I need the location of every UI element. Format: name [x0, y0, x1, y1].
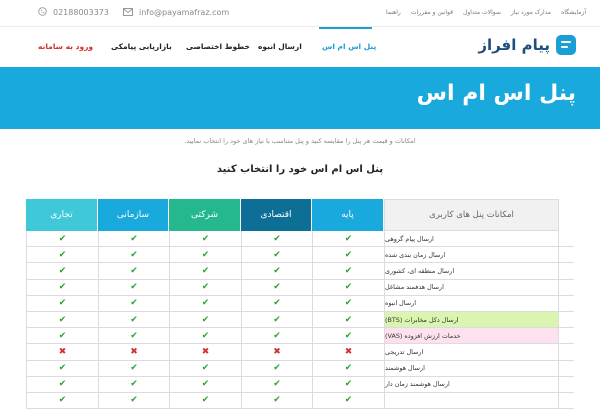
checkmark-icon: ✔ [58, 314, 67, 325]
feature-label: ارسال دکل مخابرات (BTS) [384, 312, 559, 327]
checkmark-icon: ✔ [201, 298, 210, 309]
top-link-documents[interactable]: مدارک مورد نیاز [510, 9, 552, 16]
checkmark-icon: ✔ [58, 233, 67, 244]
checkmark-icon: ✔ [201, 314, 210, 325]
nav-item-sms-marketing[interactable]: بازاریابی پیامکی [111, 42, 172, 51]
check-icon [169, 393, 241, 408]
table-row [26, 263, 574, 279]
checkmark-icon: ✔ [344, 282, 353, 293]
table-row [26, 280, 574, 296]
checkmark-icon: ✔ [58, 379, 67, 390]
feature-label [384, 393, 559, 408]
cross-icon [169, 344, 241, 359]
check-icon [26, 247, 98, 262]
checkmark-icon: ✔ [58, 298, 67, 309]
checkmark-icon: ✔ [273, 233, 281, 244]
checkmark-icon: ✔ [130, 330, 138, 341]
nav-item-sms-panel[interactable]: پنل اس ام اس [322, 42, 377, 51]
cross-icon [26, 344, 98, 359]
email-icon [123, 8, 133, 18]
check-icon [26, 361, 98, 376]
checkmark-icon: ✔ [344, 379, 353, 390]
table-row [26, 296, 574, 312]
top-link-faq[interactable]: سوالات متداول [463, 9, 501, 16]
table-row [26, 344, 574, 360]
checkmark-icon: ✔ [201, 282, 210, 293]
check-icon [241, 328, 312, 343]
checkmark-icon: ✔ [58, 330, 67, 341]
check-icon [241, 361, 312, 376]
check-icon [169, 231, 241, 246]
checkmark-icon: ✔ [201, 379, 210, 390]
x-mark-icon: ✖ [344, 346, 353, 357]
feature-label: ارسال هوشمند زمان دار [384, 377, 559, 392]
nav-item-bulk-send[interactable]: ارسال انبوه [258, 42, 302, 51]
checkmark-icon: ✔ [201, 249, 210, 260]
feature-label: ارسال هوشمند [384, 361, 559, 376]
checkmark-icon: ✔ [273, 363, 281, 374]
nav-active-indicator [319, 27, 372, 29]
checkmark-icon: ✔ [130, 233, 138, 244]
check-icon [241, 312, 312, 327]
check-icon [312, 393, 384, 408]
checkmark-icon: ✔ [130, 265, 138, 276]
check-icon [26, 377, 98, 392]
checkmark-icon: ✔ [201, 233, 210, 244]
checkmark-icon: ✔ [344, 249, 353, 260]
check-icon [26, 393, 98, 408]
check-icon [26, 312, 98, 327]
check-icon [169, 247, 241, 262]
feature-label: ارسال تدریجی [384, 344, 559, 359]
checkmark-icon: ✔ [344, 363, 353, 374]
table-row [26, 393, 574, 409]
check-icon [312, 247, 384, 262]
check-icon [98, 328, 169, 343]
checkmark-icon: ✔ [201, 363, 210, 374]
check-icon [98, 247, 169, 262]
checkmark-icon: ✔ [344, 314, 353, 325]
check-icon [312, 231, 384, 246]
check-icon [26, 296, 98, 311]
checkmark-icon: ✔ [58, 265, 67, 276]
checkmark-icon: ✔ [201, 265, 210, 276]
checkmark-icon: ✔ [273, 395, 281, 406]
check-icon [241, 296, 312, 311]
checkmark-icon: ✔ [201, 330, 210, 341]
feature-label: خدمات ارزش افزوده (VAS) [384, 328, 559, 343]
check-icon [98, 231, 169, 246]
x-mark-icon: ✖ [201, 346, 210, 357]
check-icon [26, 280, 98, 295]
checkmark-icon: ✔ [344, 330, 353, 341]
check-icon [169, 312, 241, 327]
checkmark-icon: ✔ [58, 249, 67, 260]
check-icon [241, 377, 312, 392]
check-icon [169, 361, 241, 376]
top-bar [0, 0, 600, 27]
check-icon [312, 263, 384, 278]
check-icon [98, 377, 169, 392]
check-icon [98, 393, 169, 408]
plans-comparison-table [26, 199, 574, 409]
logo-text: پیام افراز [478, 36, 550, 54]
checkmark-icon: ✔ [201, 395, 210, 406]
check-icon [98, 263, 169, 278]
checkmark-icon: ✔ [344, 233, 353, 244]
table-row [26, 312, 574, 328]
table-row [26, 247, 574, 263]
table-row [26, 231, 574, 247]
plan-header-commercial[interactable]: تجاری [26, 199, 98, 231]
check-icon [98, 361, 169, 376]
checkmark-icon: ✔ [130, 249, 138, 260]
check-icon [312, 361, 384, 376]
x-mark-icon: ✖ [58, 346, 67, 357]
plan-header-organizational[interactable]: سازمانی [98, 199, 169, 231]
table-row [26, 328, 574, 344]
contact-info [38, 7, 243, 18]
phone-icon [38, 7, 47, 18]
table-body [26, 231, 574, 409]
checkmark-icon: ✔ [58, 363, 67, 374]
check-icon [169, 328, 241, 343]
feature-label: ارسال هدفمند مشاغل [384, 280, 559, 295]
section-heading: پنل اس ام اس خود را انتخاب کنید [216, 164, 384, 175]
check-icon [312, 296, 384, 311]
top-link-lab[interactable]: آزمایشگاه [561, 9, 586, 16]
plan-header-corporate[interactable]: شرکتی [169, 199, 241, 231]
checkmark-icon: ✔ [130, 363, 138, 374]
check-icon [26, 231, 98, 246]
x-mark-icon: ✖ [273, 346, 281, 357]
feature-label: ارسال زمان بندی شده [384, 247, 559, 262]
cross-icon [312, 344, 384, 359]
intro-text: امکانات و قیمت هر پنل را مقایسه کنید و پنل متناسب با نیاز های خود را انتخاب نمایید. [184, 137, 416, 145]
check-icon [312, 312, 384, 327]
check-icon [98, 312, 169, 327]
page-banner [0, 67, 600, 129]
email-address[interactable]: info@payamafraz.com [139, 8, 230, 17]
check-icon [26, 263, 98, 278]
checkmark-icon: ✔ [344, 395, 353, 406]
checkmark-icon: ✔ [344, 265, 353, 276]
check-icon [312, 377, 384, 392]
table-row [26, 377, 574, 393]
checkmark-icon: ✔ [130, 379, 138, 390]
top-link-guide[interactable]: راهنما [385, 9, 401, 16]
checkmark-icon: ✔ [273, 314, 281, 325]
check-icon [241, 247, 312, 262]
checkmark-icon: ✔ [273, 282, 281, 293]
features-header: امکانات پنل های کاربری [384, 199, 559, 231]
check-icon [169, 280, 241, 295]
check-icon [169, 263, 241, 278]
check-icon [241, 231, 312, 246]
feature-label: ارسال پیام گروهی [384, 231, 559, 246]
nav-item-login[interactable]: ورود به سامانه [38, 42, 94, 51]
checkmark-icon: ✔ [130, 395, 138, 406]
check-icon [98, 280, 169, 295]
checkmark-icon: ✔ [58, 282, 67, 293]
check-icon [241, 280, 312, 295]
checkmark-icon: ✔ [273, 249, 281, 260]
top-links [376, 9, 586, 16]
cross-icon [98, 344, 169, 359]
header [0, 27, 600, 67]
check-icon [26, 328, 98, 343]
phone-number[interactable]: 02188003373 [53, 8, 109, 17]
checkmark-icon: ✔ [130, 282, 138, 293]
feature-label: ارسال منطقه ای، کشوری [384, 263, 559, 278]
check-icon [241, 263, 312, 278]
check-icon [241, 393, 312, 408]
feature-label: ارسال انبوه [384, 296, 559, 311]
check-icon [169, 296, 241, 311]
cross-icon [241, 344, 312, 359]
nav-item-dedicated-lines[interactable]: خطوط اختصاصی [186, 42, 250, 51]
table-row [26, 361, 574, 377]
checkmark-icon: ✔ [58, 395, 67, 406]
check-icon [312, 328, 384, 343]
checkmark-icon: ✔ [273, 330, 281, 341]
checkmark-icon: ✔ [273, 265, 281, 276]
checkmark-icon: ✔ [273, 298, 281, 309]
table-header [26, 199, 574, 231]
checkmark-icon: ✔ [273, 379, 281, 390]
check-icon [169, 377, 241, 392]
check-icon [312, 280, 384, 295]
main-nav [0, 27, 600, 67]
x-mark-icon: ✖ [130, 346, 138, 357]
top-link-terms[interactable]: قوانین و مقررات [410, 9, 453, 16]
check-icon [98, 296, 169, 311]
page-title: پنل اس ام اس [416, 81, 576, 106]
plan-header-economic[interactable]: اقتصادی [241, 199, 312, 231]
checkmark-icon: ✔ [344, 298, 353, 309]
checkmark-icon: ✔ [130, 314, 138, 325]
plan-header-basic[interactable]: پایه [312, 199, 384, 231]
checkmark-icon: ✔ [130, 298, 138, 309]
